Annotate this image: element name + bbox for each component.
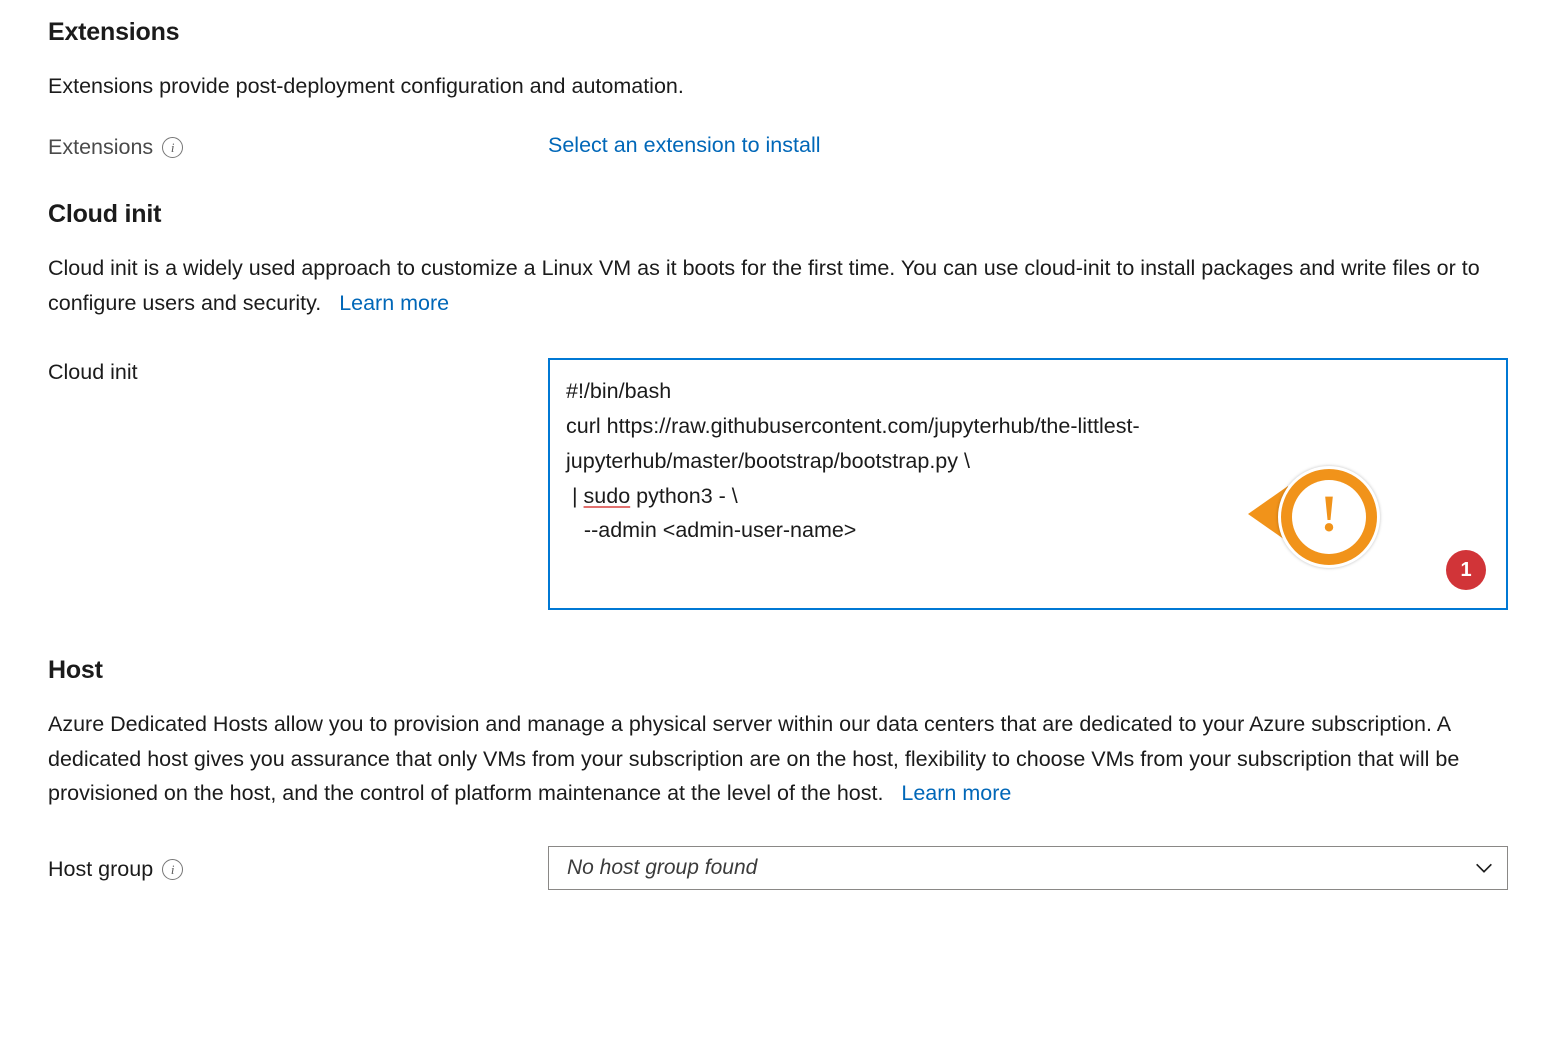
cloud-init-textarea[interactable] [548, 358, 1508, 610]
exclamation-icon: ! [1292, 480, 1366, 554]
script-line-1: #!/bin/bash [566, 379, 672, 404]
cloud-init-description [48, 251, 1498, 320]
extensions-field-label [48, 133, 548, 160]
extensions-description: Extensions provide post-deployment configuration and automation. [48, 74, 684, 98]
host-group-selected-value: No host group found [567, 856, 758, 880]
select-extension-link[interactable]: Select an extension to install [548, 133, 821, 158]
host-group-field-row [48, 846, 1502, 890]
cloud-init-description-text: Cloud init is a widely used approach to customize a Linux VM as it boots for the first time. You can use cloud-init to install packages and write files or to configure users and security. [48, 256, 1480, 315]
extensions-label-text: Extensions [48, 135, 154, 160]
cloud-init-label-text: Cloud init [48, 360, 138, 385]
host-group-field-label [48, 855, 548, 882]
step-badge: 1 [1446, 550, 1486, 590]
cloud-init-learn-more-link[interactable]: Learn more [339, 290, 450, 315]
cloud-init-editor-wrap [548, 358, 1508, 610]
script-line-3-prefix: | [566, 483, 584, 508]
host-description [48, 707, 1498, 810]
host-group-label-text: Host group [48, 856, 154, 881]
script-line-2: curl https://raw.githubusercontent.com/jupyterhub/the-littlest-jupyterhub/master/bootstrap/bootstrap.py \ [566, 414, 1140, 473]
host-heading: Host [48, 656, 103, 685]
cloud-init-heading: Cloud init [48, 200, 162, 229]
script-line-3-rest: python3 - \ [630, 483, 738, 508]
host-description-text: Azure Dedicated Hosts allow you to provision and manage a physical server within our data centers that are dedicated to your Azure subscription. A dedicated host gives you assurance that only VMs from your subscription are on the host, flexibility to choose VMs from your subscription that will be provisioned on the host, and the control of platform maintenance at the level of the host. [48, 712, 1460, 805]
script-line-3-spellcheck-word: sudo [583, 483, 631, 508]
info-icon[interactable]: i [162, 859, 183, 880]
info-icon[interactable]: i [162, 137, 183, 158]
host-learn-more-link[interactable]: Learn more [901, 780, 1012, 805]
extensions-heading: Extensions [48, 18, 180, 46]
host-group-dropdown[interactable] [548, 846, 1508, 890]
chevron-down-icon [1473, 857, 1495, 879]
extensions-field-row [48, 133, 1502, 160]
cloud-init-field-label [48, 358, 548, 385]
cloud-init-field-row [48, 358, 1502, 610]
script-line-4: --admin <admin-user-name> [566, 518, 857, 543]
